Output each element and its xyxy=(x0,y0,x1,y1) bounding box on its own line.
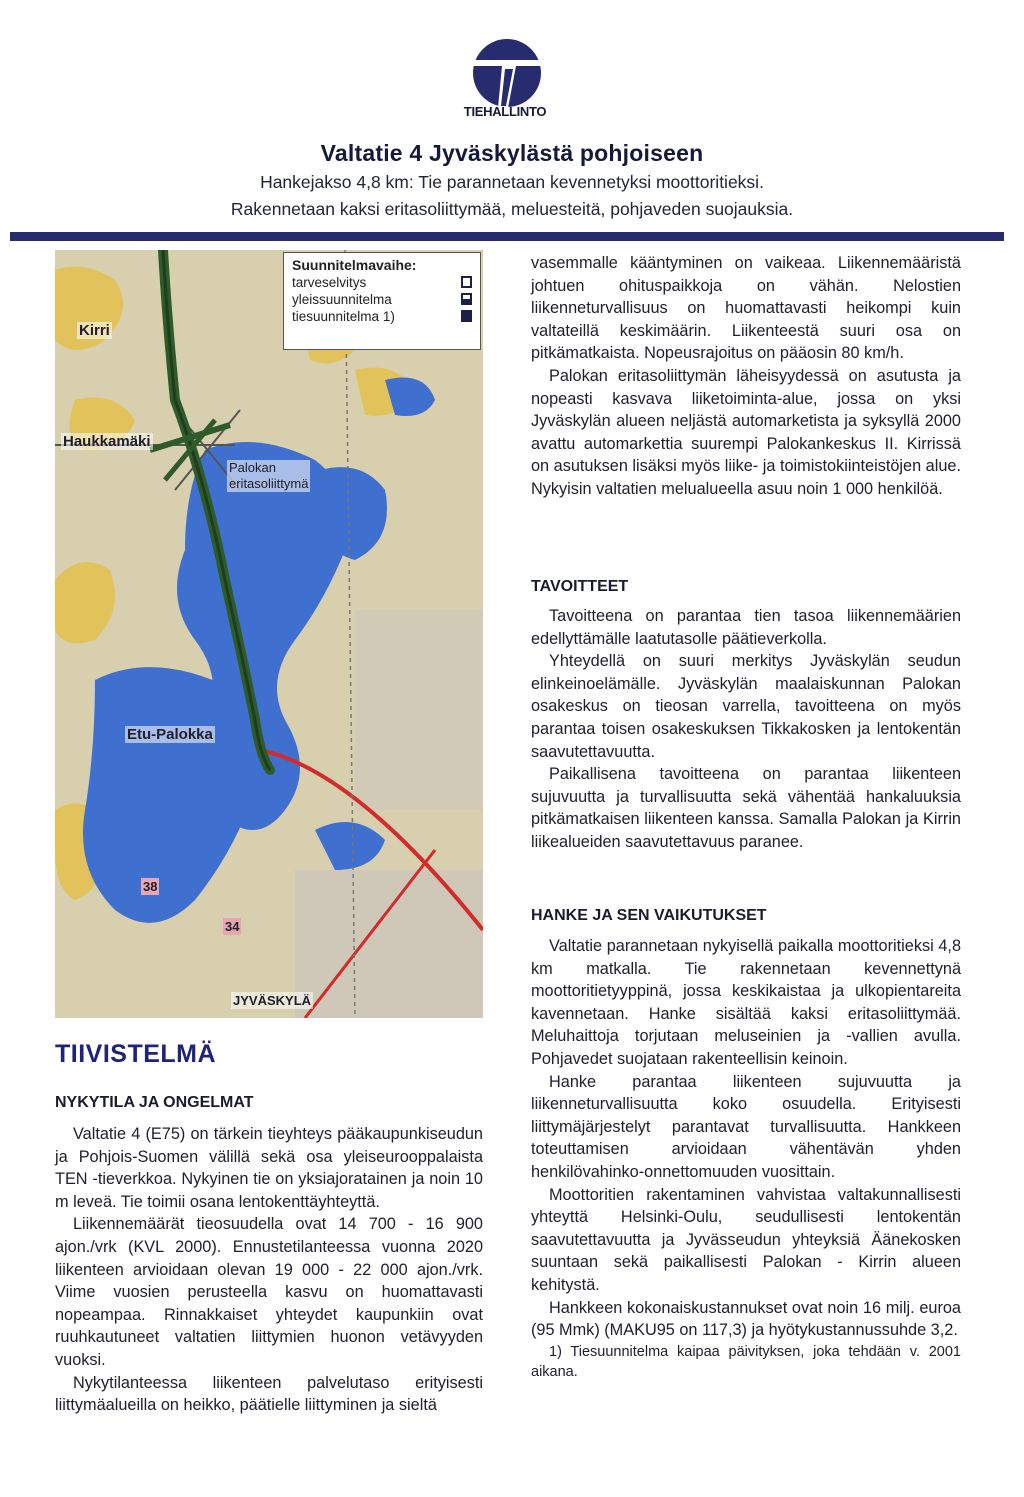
paragraph: Hankkeen kokonaiskustannukset ovat noin 16 milj. euroa (95 Mmk) (MAKU95 on 117,3) ja hyötykustannussuhde 3,2. xyxy=(531,1298,961,1340)
project-text xyxy=(531,935,961,1382)
subtitle-line-1: Hankejakso 4,8 km: Tie parannetaan kevennetyksi moottoritieksi. xyxy=(260,172,764,192)
project-map xyxy=(55,250,483,1018)
logo-text: TIEHALLINTO xyxy=(463,104,547,119)
legend-item-yleissuunnitelma: yleissuunnitelma xyxy=(292,291,472,308)
paragraph: Nykytilanteessa liikenteen palvelutaso erityisesti liittymäalueilla on heikko, päätielle liittyminen ja sieltä xyxy=(55,1373,483,1415)
goals-text xyxy=(531,605,961,854)
map-label-etu-palokka: Etu-Palokka xyxy=(127,726,213,743)
legend-box-empty-icon xyxy=(461,276,472,288)
project-heading: HANKE JA SEN VAIKUTUKSET xyxy=(531,907,767,924)
map-graphic xyxy=(55,250,483,1018)
map-legend xyxy=(283,252,481,350)
legend-box-half-icon xyxy=(461,293,472,305)
map-label-jyvaskyla: JYVÄSKYLÄ xyxy=(233,993,312,1008)
map-label-haukkamaki: Haukkamäki xyxy=(63,433,151,450)
header-rule xyxy=(10,232,1004,241)
paragraph: Hanke parantaa liikenteen sujuvuutta ja liikenneturvallisuutta koko osuudella. Erityisesti liittymäjärjestelyt parantavat turvallisuutta. Hankkeen toteuttamisen arvioidaan vähentävän yhden henkilövahinko-onnettomuuden vuosittain. xyxy=(531,1072,961,1181)
page-title: Valtatie 4 Jyväskylästä pohjoiseen xyxy=(320,140,704,166)
current-state-text xyxy=(55,1123,483,1417)
map-label-road-38: 38 xyxy=(143,879,158,894)
legend-title: Suunnitelmavaihe: xyxy=(292,257,417,273)
paragraph: Palokan eritasoliittymän läheisyydessä on asutusta ja nopeasti kasvava liiketoiminta-alue, jossa on yksi Jyväskylän alueen neljästä automarketista ja syksyllä 2000 avattu automarkettia suurempi Palokankeskus II. Kirrissä on asutuksen lisäksi myös liike- ja toimistokiinteistöjen alue. Nykyisin valtatien melualueella asuu noin 1 000 henkilöä. xyxy=(531,366,961,498)
paragraph: Yhteydellä on suuri merkitys Jyväskylän seudun elinkeinoelämälle. Jyväskylän maalaiskunnan Palokan osakeskus on tieosan varrella, tavoitteena on myös parantaa toisen osakeskuksen Tikkakosken ja lentokentän saavutettavuutta. xyxy=(531,652,961,761)
paragraph: vasemmalle kääntyminen on vaikeaa. Liikennemääristä johtuen ohituspaikkoja on vähän. Nelostien liikenneturvallisuus on huomattavasti heikompi kuin valtateillä keskimäärin. Liikenteestä suuri osa on pitkämatkaista. Nopeusrajoitus on pääosin 80 km/h. xyxy=(531,254,961,363)
subtitle-line-2: Rakennetaan kaksi eritasoliittymää, meluesteitä, pohjaveden suojauksia. xyxy=(230,199,794,219)
tiehallinto-logo xyxy=(472,38,542,108)
goals-heading: TAVOITTEET xyxy=(531,578,629,595)
map-label-kirri: Kirri xyxy=(79,322,110,339)
paragraph: Liikennemäärät tieosuudella ovat 14 700 - 16 900 ajon./vrk (KVL 2000). Ennustetilanteessa vuonna 2020 liikenteen arvioidaan olevan 19 000 - 22 000 ajon./vrk. Viime vuosien perusteella kasvu on huomattavasti nopeampaa. Rinnakkaiset yhteydet kaupunkiin ovat ruuhkautuneet valtatien liittymien huonon vetävyyden vuoksi. xyxy=(55,1215,483,1369)
paragraph: Valtatie 4 (E75) on tärkein tieyhteys pääkaupunkiseudun ja Pohjois-Suomen välillä sekä osa yleiseurooppalaista TEN -tieverkkoa. Nykyinen tie on yksiajoratainen ja noin 10 m leveä. Tie toimii osana lentokenttäyhteyttä. xyxy=(55,1125,483,1211)
paragraph: Paikallisena tavoitteena on parantaa liikenteen sujuvuutta ja turvallisuutta sekä vähentää hankaluuksia pitkämatkaisen liikenteen kanssa. Samalla Palokan ja Kirrin liikealueiden saavutettavuus paranee. xyxy=(531,765,961,851)
paragraph: Valtatie parannetaan nykyisellä paikalla moottoritieksi 4,8 km matkalla. Tie rakennetaan kevennettynä moottoritietyyppinä, jossa keskikaistaa ja ulkopientareita kavennetaan. Hanke sisältää kaksi eritasoliittymää. Meluhaittoja torjutaan meluseinien ja -vallien avulla. Pohjavedet suojataan rakenteellisin keinoin. xyxy=(531,937,961,1068)
map-label-palokan-interchange: Palokan eritasoliittymä xyxy=(229,460,309,491)
summary-heading: TIIVISTELMÄ xyxy=(55,1040,217,1068)
current-state-heading: NYKYTILA JA ONGELMAT xyxy=(55,1094,254,1111)
urban-area xyxy=(355,610,483,810)
paragraph: Tavoitteena on parantaa tien tasoa liikennemäärien edellyttämälle laatutasolle päätieverkolla. xyxy=(531,607,961,648)
legend-item-tarveselvitys: tarveselvitys xyxy=(292,274,472,291)
legend-item-tiesuunnitelma: tiesuunnitelma 1) xyxy=(292,308,472,325)
legend-box-filled-icon xyxy=(461,310,472,322)
footnote: 1) Tiesuunnitelma kaipaa päivityksen, joka tehdään v. 2001 aikana. xyxy=(531,1343,961,1380)
map-label-road-34: 34 xyxy=(225,919,240,934)
paragraph: Moottoritien rakentaminen vahvistaa valtakunnallisesti yhteyttä Helsinki-Oulu, seudullisesti lentokentän saavutettavuutta ja Jyvässeudun yhteyksiä Äänekosken suuntaan sekä paikallisesti Palokan - Kirrin alueen kehitystä. xyxy=(531,1185,961,1294)
current-state-continued xyxy=(531,252,961,501)
